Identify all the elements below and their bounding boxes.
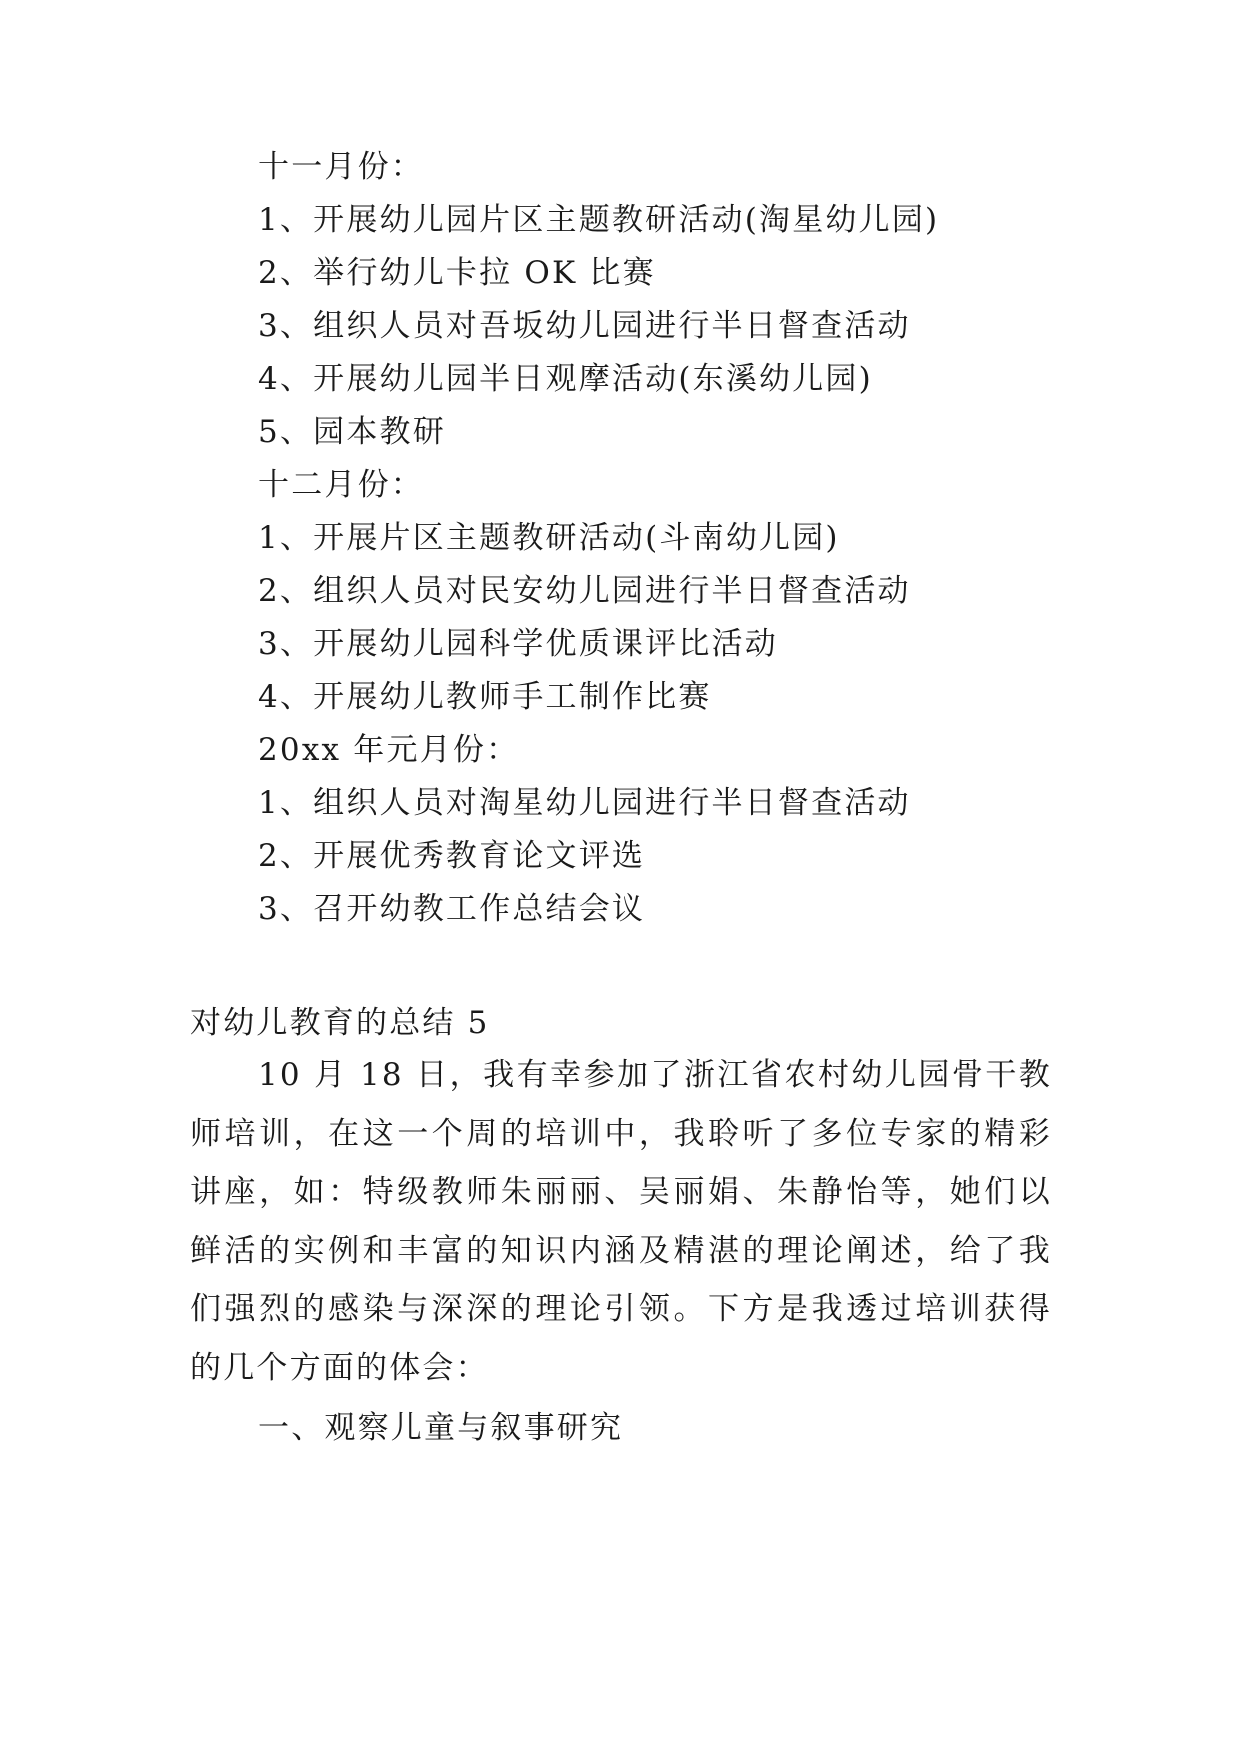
list-item: 1、组织人员对淘星幼儿园进行半日督查活动 xyxy=(258,785,911,821)
list-item: 1、开展片区主题教研活动(斗南幼儿园) xyxy=(258,520,840,556)
article-subheading: 一、观察儿童与叙事研究 xyxy=(258,1410,624,1446)
list-item: 4、开展幼儿园半日观摩活动(东溪幼儿园) xyxy=(258,361,873,397)
section-heading-january: 20xx 年元月份： xyxy=(258,732,520,768)
article-title: 对幼儿教育的总结 5 xyxy=(190,1005,490,1041)
list-item: 5、园本教研 xyxy=(258,414,446,450)
list-item: 1、开展幼儿园片区主题教研活动(淘星幼儿园) xyxy=(258,202,940,238)
article-paragraph: 10 月 18 日，我有幸参加了浙江省农村幼儿园骨干教师培训，在这一个周的培训中，我聆听了多位专家的精彩讲座，如：特级教师朱丽丽、吴丽娟、朱静怡等，她们以鲜活的实例和丰富的知识内涵及精湛的理论阐述，给了我们强烈的感染与深深的理论引领。下方是我透过培训获得的几个方面的体会： xyxy=(190,1057,1052,1386)
section-heading-december: 十二月份： xyxy=(258,467,424,503)
list-item: 3、召开幼教工作总结会议 xyxy=(258,891,646,927)
list-item: 4、开展幼儿教师手工制作比赛 xyxy=(258,679,712,715)
list-item: 2、举行幼儿卡拉 OK 比赛 xyxy=(258,255,656,291)
list-item: 3、开展幼儿园科学优质课评比活动 xyxy=(258,626,778,662)
list-item: 2、开展优秀教育论文评选 xyxy=(258,838,646,874)
section-heading-november: 十一月份： xyxy=(258,149,424,185)
list-item: 2、组织人员对民安幼儿园进行半日督查活动 xyxy=(258,573,911,609)
list-item: 3、组织人员对吾坂幼儿园进行半日督查活动 xyxy=(258,308,911,344)
